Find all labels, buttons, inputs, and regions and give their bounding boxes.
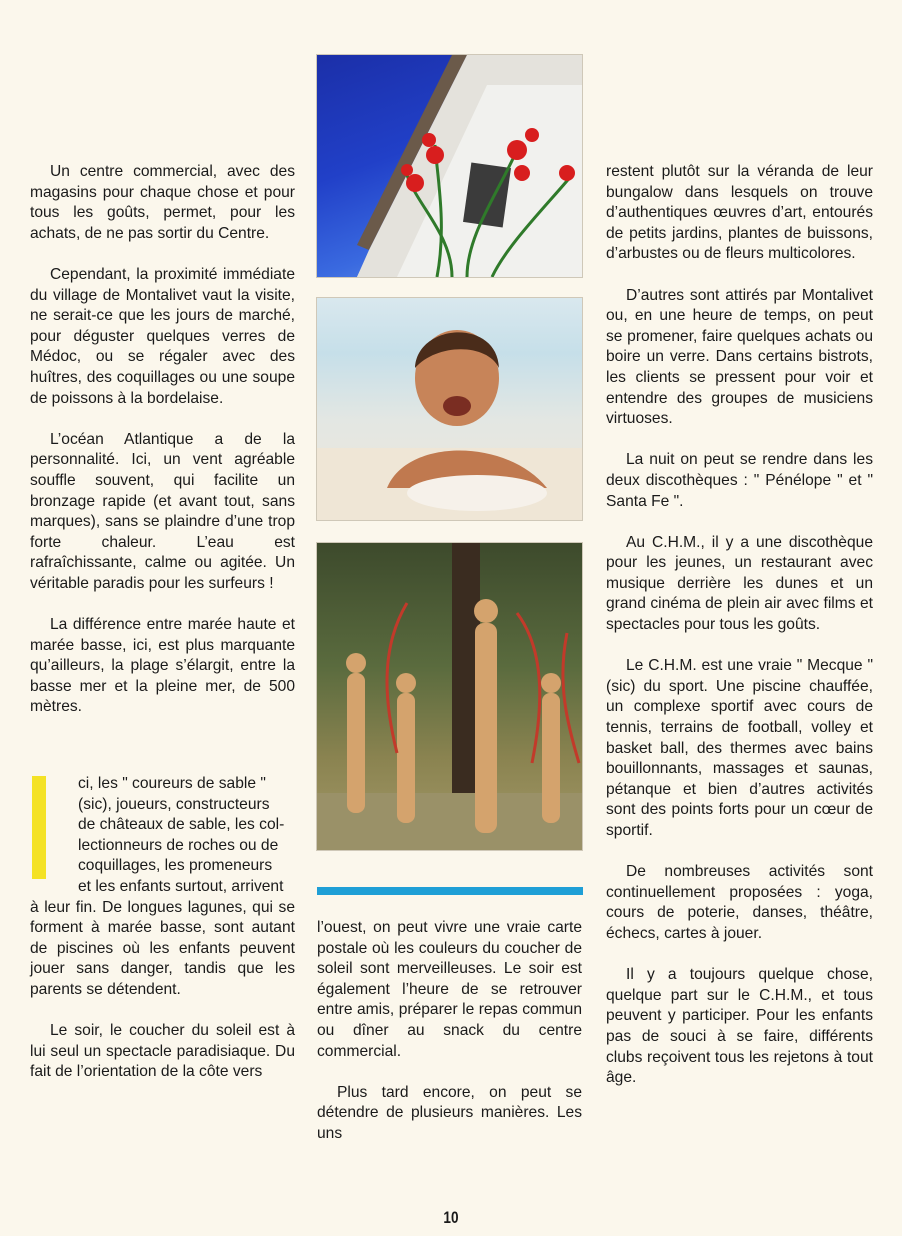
paragraph-postcard: l’ouest, on peut vivre une vraie carte postale où les couleurs du coucher de soleil sont merveilleuses. Le soir est également l’heure de se retrouver entre amis, préparer le repas commun ou dîner au snack du centre commercial. [317, 919, 582, 1060]
dropcap-line: de châteaux de sable, les col- [78, 816, 285, 834]
paragraph-veranda: restent plutôt sur la véranda de leur bungalow dans lesquels on trouve d’authentiques œuvres d’art, entourés de petits jardins, plantes de buissons, d’arbustes ou de fleurs multicolores. [606, 163, 873, 263]
photo-archers [317, 543, 582, 850]
blue-divider-bar [317, 887, 583, 895]
paragraph-village-bistrots: D’autres sont attirés par Montalivet ou, en une heure de temps, on peut se promener, faire quelques achats ou boire un verre. Dans certains bistrots, les clients se pressent pour voir et entendre des groupes de musiciens virtuoses. [606, 286, 873, 428]
child-illustration [317, 298, 582, 520]
paragraph-night-discos: La nuit on peut se rendre dans les deux discothèques : " Pénélope " et " Santa Fe ". [606, 451, 873, 510]
photo-bungalow-flowers [317, 55, 582, 277]
article-column-right [606, 162, 873, 1109]
bungalow-illustration [317, 55, 582, 277]
archers-illustration [317, 543, 582, 850]
paragraph-shopping: Un centre commercial, avec des magasins pour chaque chose et pour tous les goûts, permet, pour les achats, de ne pas sortir du Centre. [30, 163, 295, 242]
article-column-left [30, 162, 295, 1104]
paragraph-sunset: Le soir, le coucher du soleil est à lui seul un spectacle paradisiaque. Du fait de l’orientation de la côte vers [30, 1022, 295, 1081]
paragraph-tides: La différence entre marée haute et marée basse, ici, est plus marquante qu’ailleurs, la plage s’élargit, entre la basse mer et la pleine mer, de 500 mètres. [30, 616, 295, 716]
dropcap-line: et les enfants surtout, arrivent [78, 878, 284, 895]
dropcap-paragraph [30, 774, 295, 1001]
paragraph-lagoons: à leur fin. De longues lagunes, qui se forment à marée basse, sont autant de piscines où les enfants peuvent jouer sans danger, tandis que les parents se détendent. [30, 898, 295, 998]
dropcap-line: ci, les " coureurs de sable " [78, 775, 266, 793]
photo-child-on-beach [317, 298, 582, 520]
paragraph-activities: De nombreuses activités sont continuellement proposées : yoga, cours de poterie, danses, théâtre, échecs, cartes à jouer. [606, 863, 873, 942]
article-column-middle [317, 918, 582, 1165]
paragraph-sport-mecca: Le C.H.M. est une vraie " Mecque " (sic) du sport. Une piscine chauffée, un complexe sportif avec cours de tennis, terrains de football, volley et basket ball, des thermes avec bains bouillonnants, massages et saunas, pétanque et bien d’autres activités sont des points forts pour un cœur de sportif. [606, 657, 873, 839]
paragraph-relax: Plus tard encore, on peut se détendre de plusieurs manières. Les uns [317, 1083, 582, 1142]
dropcap-yellow-bar [32, 776, 46, 879]
paragraph-children-clubs: Il y a toujours quelque chose, quelque part sur le C.H.M., et tous peuvent y participer. Pour les enfants pas de souci à se faire, différents clubs reçoivent tous les rejetons à tout âge. [606, 966, 873, 1087]
dropcap-line: lectionneurs de roches ou de [78, 836, 279, 854]
paragraph-chm-disco: Au C.H.M., il y a une discothèque pour les jeunes, un restaurant avec musique derrière les dunes et un grand cinéma de plein air avec films et spectacles pour tous les goûts. [606, 533, 873, 634]
dropcap-line: (sic), joueurs, constructeurs [78, 795, 270, 813]
page-number: 10 [443, 1208, 459, 1227]
paragraph-ocean: L’océan Atlantique a de la personnalité. Ici, un vent agréable souffle souvent, qui facilite un bronzage rapide (et avant tout, sans marques), sans se plaindre d’une trop forte chaleur. L’eau est rafraîchissante, calme ou agitée. Un véritable paradis pour les surfeurs ! [30, 430, 295, 592]
dropcap-line: coquillages, les promeneurs [78, 857, 273, 875]
paragraph-montalivet: Cependant, la proximité immédiate du village de Montalivet vaut la visite, ne serait-ce que les jours de marché, pour déguster quelques verres de Médoc, ou se régaler avec des huîtres, des coquillages ou une soupe de poissons à la bordelaise. [30, 265, 295, 407]
